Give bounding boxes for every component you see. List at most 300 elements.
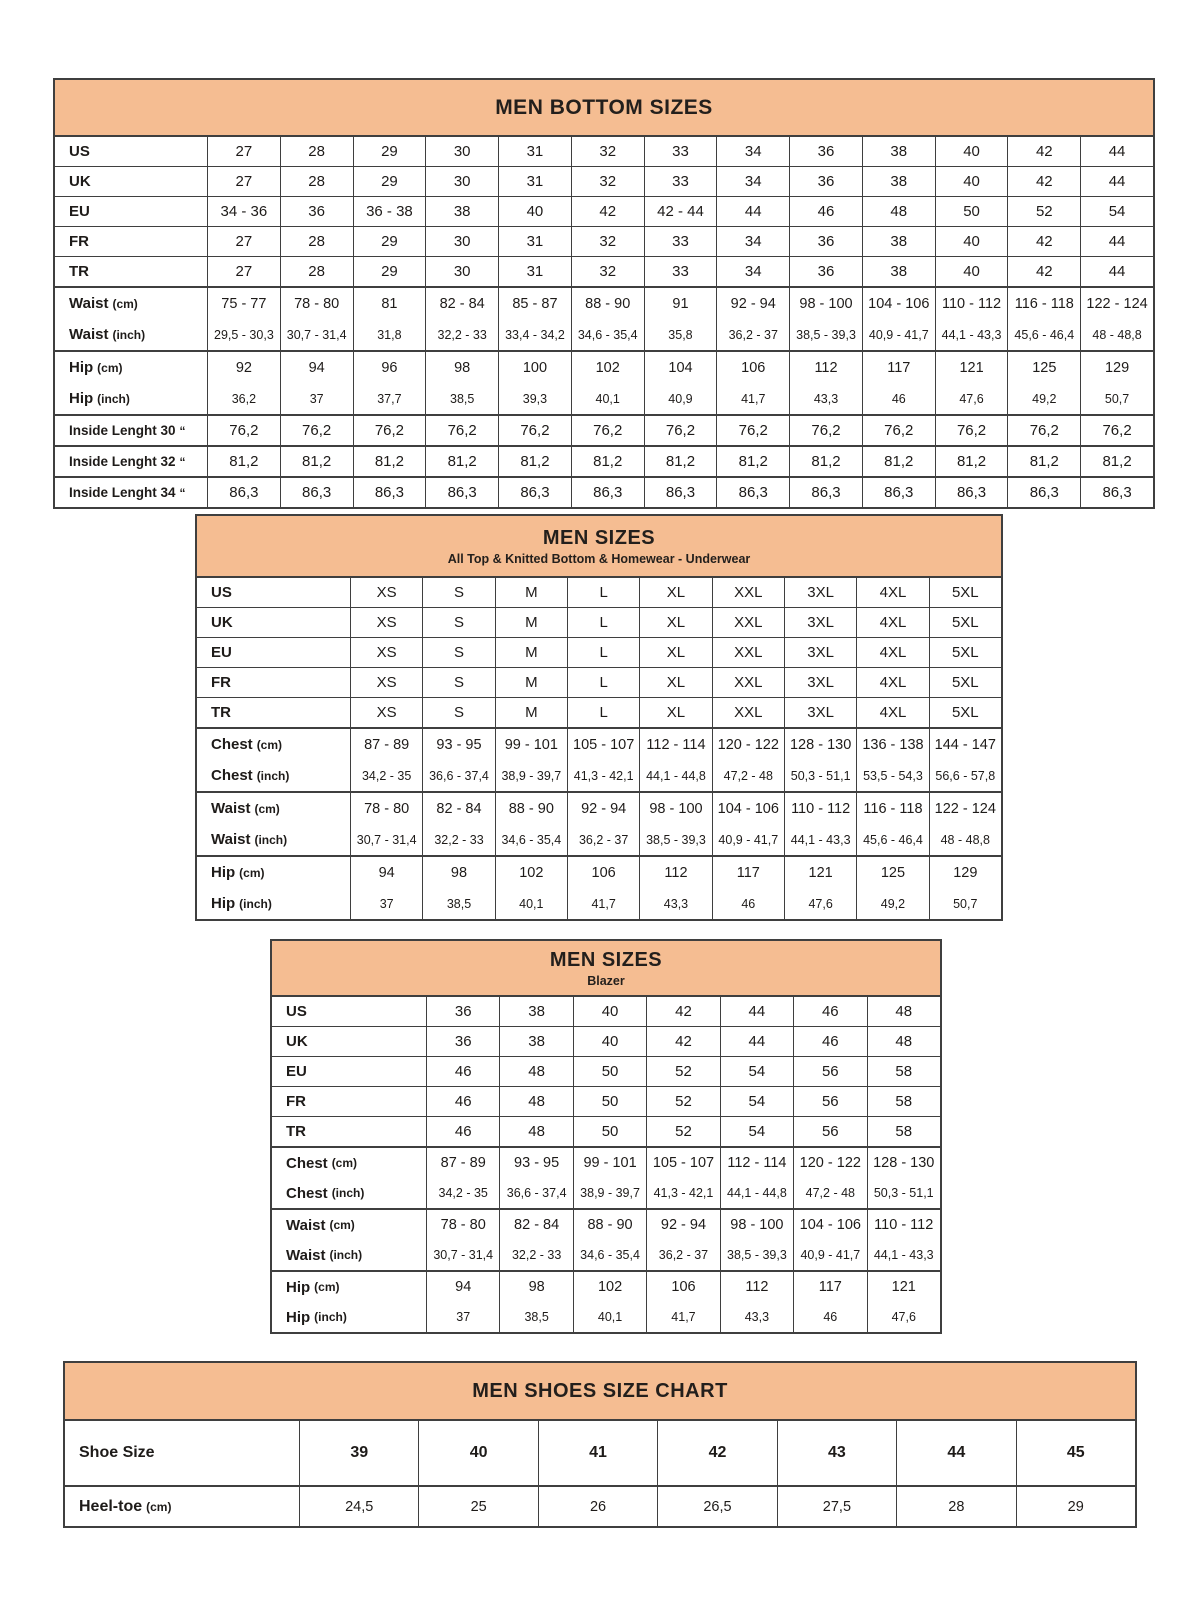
value-cell: 44 [1080, 137, 1153, 166]
row-label [197, 857, 350, 888]
row-label-text: EU [69, 203, 90, 220]
value-cell: 47,2 - 48 [793, 1178, 866, 1208]
value-cell: 43,3 [639, 888, 711, 919]
row-label-text: FR [211, 674, 231, 691]
value-cell: 44 [1080, 257, 1153, 286]
value-cell: 81,2 [789, 447, 862, 476]
table-title: MEN BOTTOM SIZES [495, 95, 713, 119]
value-cell: 98 [422, 857, 494, 888]
value-cell: 48 [867, 997, 940, 1026]
value-cell: 121 [935, 352, 1008, 383]
table-row [55, 227, 1153, 256]
value-cell: 96 [353, 352, 426, 383]
row-label-unit: (inch) [329, 1248, 363, 1262]
value-cell: S [422, 638, 494, 667]
value-cell: 49,2 [1007, 383, 1080, 414]
value-cell: 5XL [929, 668, 1001, 697]
value-cell: 42 [1007, 257, 1080, 286]
value-cell: 38 [862, 227, 935, 256]
value-cell: 38,5 - 39,3 [639, 824, 711, 855]
value-cell: L [567, 578, 639, 607]
row-group [55, 166, 1153, 196]
value-cell: 27 [207, 257, 280, 286]
value-cell: 98 [499, 1272, 572, 1302]
value-cell: S [422, 578, 494, 607]
row-group [272, 1270, 940, 1332]
value-cell: 29 [353, 257, 426, 286]
value-cell: 76,2 [498, 416, 571, 445]
row-group [65, 1421, 1135, 1485]
value-cell: 31 [498, 137, 571, 166]
value-cell: 36,2 [207, 383, 280, 414]
value-cell: 94 [350, 857, 422, 888]
value-cell: 50 [573, 1117, 646, 1146]
value-cell: 31,8 [353, 319, 426, 350]
row-label-text: UK [211, 614, 233, 631]
row-label-text: EU [286, 1063, 307, 1080]
value-cell: 144 - 147 [929, 729, 1001, 760]
value-cell: 82 - 84 [499, 1210, 572, 1240]
value-cell: 46 [793, 1027, 866, 1056]
row-label-unit: (cm) [97, 360, 123, 375]
row-label-text: Chest [211, 767, 253, 784]
value-cell: 58 [867, 1087, 940, 1116]
value-cell: 56 [793, 1087, 866, 1116]
value-cell: 106 [646, 1272, 719, 1302]
value-cell: 44 [1080, 167, 1153, 196]
value-cell: 30 [425, 137, 498, 166]
row-group [197, 727, 1001, 791]
row-label [55, 352, 207, 383]
value-cell: 98 - 100 [720, 1210, 793, 1240]
value-cell: 136 - 138 [856, 729, 928, 760]
row-label-unit: (cm) [256, 737, 283, 752]
table-row [55, 447, 1153, 476]
value-cell: 28 [280, 257, 353, 286]
row-group [197, 607, 1001, 637]
row-label [197, 668, 350, 697]
value-cell: 58 [867, 1057, 940, 1086]
row-group [272, 1116, 940, 1146]
value-cell: S [422, 698, 494, 727]
value-cell: 48 - 48,8 [929, 824, 1001, 855]
row-label [197, 760, 350, 791]
value-cell: 86,3 [207, 478, 280, 507]
row-label [197, 729, 350, 760]
value-cell: 38,5 [425, 383, 498, 414]
table-row [55, 197, 1153, 226]
value-cell: 104 - 106 [793, 1210, 866, 1240]
value-cell: 46 [712, 888, 784, 919]
table-row [197, 698, 1001, 727]
row-group [55, 256, 1153, 286]
row-group [197, 855, 1001, 919]
row-label-unit: (cm) [112, 296, 138, 311]
row-label-text: Inside Lenght 30 [69, 423, 176, 438]
table-men-bottom-sizes [53, 78, 1155, 509]
table-body [272, 997, 940, 1332]
value-cell: XS [350, 698, 422, 727]
value-cell: 29 [353, 167, 426, 196]
value-cell: 31 [498, 257, 571, 286]
value-cell: 40,1 [571, 383, 644, 414]
table-row [55, 167, 1153, 196]
value-cell: 45,6 - 46,4 [856, 824, 928, 855]
table-row [197, 638, 1001, 667]
value-cell: 34 [716, 227, 789, 256]
row-label [197, 578, 350, 607]
value-cell: 87 - 89 [426, 1148, 499, 1178]
value-cell: 106 [716, 352, 789, 383]
table-row [197, 608, 1001, 637]
value-cell: 125 [856, 857, 928, 888]
value-cell: 28 [896, 1487, 1015, 1526]
row-label-unit: (inch) [331, 1186, 365, 1200]
value-cell: 112 - 114 [639, 729, 711, 760]
value-cell: 29 [353, 137, 426, 166]
table-row [55, 137, 1153, 166]
value-cell: 104 [644, 352, 717, 383]
value-cell: 48 [862, 197, 935, 226]
value-cell: 121 [784, 857, 856, 888]
value-cell: 36 [426, 1027, 499, 1056]
value-cell: XXL [712, 578, 784, 607]
value-cell: 93 - 95 [422, 729, 494, 760]
row-label [272, 997, 426, 1026]
value-cell: 116 - 118 [856, 793, 928, 824]
value-cell: XS [350, 668, 422, 697]
row-label-unit: (inch) [112, 327, 146, 342]
value-cell: 46 [862, 383, 935, 414]
value-cell: L [567, 698, 639, 727]
value-cell: 32,2 - 33 [425, 319, 498, 350]
value-cell: 44 [716, 197, 789, 226]
row-label [55, 167, 207, 196]
table-row [197, 668, 1001, 697]
row-label-text: US [69, 143, 90, 160]
value-cell: 32,2 - 33 [499, 1240, 572, 1270]
table-row [65, 1487, 1135, 1526]
value-cell: 44,1 - 43,3 [867, 1240, 940, 1270]
value-cell: 52 [646, 1117, 719, 1146]
row-label-text: TR [211, 704, 231, 721]
value-cell: 36,2 - 37 [716, 319, 789, 350]
value-cell: 36 [426, 997, 499, 1026]
value-cell: 30,7 - 31,4 [280, 319, 353, 350]
value-cell: 58 [867, 1117, 940, 1146]
value-cell: 29,5 - 30,3 [207, 319, 280, 350]
row-label-unit: (inch) [256, 768, 290, 783]
row-group [197, 637, 1001, 667]
row-label-text: US [286, 1003, 307, 1020]
value-cell: 110 - 112 [867, 1210, 940, 1240]
value-cell: 110 - 112 [935, 288, 1008, 319]
value-cell: 56,6 - 57,8 [929, 760, 1001, 791]
value-cell: 33 [644, 227, 717, 256]
value-cell: 27 [207, 137, 280, 166]
value-cell: XL [639, 698, 711, 727]
value-cell: 54 [1080, 197, 1153, 226]
row-label-unit: “ [179, 485, 186, 500]
row-group [272, 1086, 940, 1116]
value-cell: 28 [280, 167, 353, 196]
value-cell: 24,5 [299, 1487, 418, 1526]
row-label [55, 383, 207, 414]
value-cell: 28 [280, 227, 353, 256]
row-label [55, 257, 207, 286]
value-cell: 99 - 101 [495, 729, 567, 760]
row-label [272, 1302, 426, 1332]
value-cell: 34 [716, 137, 789, 166]
row-label-text: UK [69, 173, 91, 190]
value-cell: 120 - 122 [712, 729, 784, 760]
value-cell: 43 [777, 1421, 896, 1485]
row-label-text: Hip [286, 1308, 311, 1326]
row-group [272, 1208, 940, 1270]
row-group [55, 414, 1153, 445]
value-cell: 5XL [929, 608, 1001, 637]
value-cell: 86,3 [280, 478, 353, 507]
row-label-unit: (cm) [239, 865, 265, 880]
row-group [272, 1056, 940, 1086]
value-cell: 44 [896, 1421, 1015, 1485]
value-cell: 46 [789, 197, 862, 226]
table-row [197, 793, 1001, 824]
value-cell: 3XL [784, 578, 856, 607]
row-label [272, 1240, 426, 1270]
table-row [55, 478, 1153, 507]
value-cell: XXL [712, 698, 784, 727]
value-cell: 50,7 [1080, 383, 1153, 414]
value-cell: 102 [573, 1272, 646, 1302]
value-cell: M [495, 698, 567, 727]
value-cell: 128 - 130 [867, 1148, 940, 1178]
value-cell: 32 [571, 167, 644, 196]
row-label-unit: (cm) [331, 1156, 358, 1170]
value-cell: 86,3 [862, 478, 935, 507]
value-cell: 76,2 [935, 416, 1008, 445]
value-cell: 44 [720, 1027, 793, 1056]
row-label-unit: (cm) [254, 801, 280, 816]
row-label-text: Hip [69, 359, 94, 376]
value-cell: 46 [793, 997, 866, 1026]
row-label-text: Hip [211, 895, 236, 912]
value-cell: 40 [935, 137, 1008, 166]
row-label-text: Hip [286, 1278, 311, 1296]
value-cell: 56 [793, 1117, 866, 1146]
row-label [55, 319, 207, 350]
value-cell: 81,2 [498, 447, 571, 476]
table-row [197, 760, 1001, 791]
value-cell: 104 - 106 [862, 288, 935, 319]
value-cell: 81,2 [716, 447, 789, 476]
value-cell: XS [350, 638, 422, 667]
row-label-text: Inside Lenght 32 [69, 454, 176, 469]
value-cell: 41,3 - 42,1 [567, 760, 639, 791]
value-cell: 27 [207, 227, 280, 256]
table-row [55, 352, 1153, 383]
table-row [272, 1057, 940, 1086]
value-cell: 38,5 [499, 1302, 572, 1332]
value-cell: M [495, 578, 567, 607]
value-cell: 29 [353, 227, 426, 256]
value-cell: 40 [573, 997, 646, 1026]
row-label-unit: (inch) [97, 391, 130, 406]
table-row [272, 1210, 940, 1240]
value-cell: 44 [1080, 227, 1153, 256]
table-subtitle: Blazer [587, 973, 625, 988]
value-cell: 3XL [784, 668, 856, 697]
value-cell: 36,2 - 37 [567, 824, 639, 855]
value-cell: 92 - 94 [567, 793, 639, 824]
value-cell: 48 [867, 1027, 940, 1056]
row-label [272, 1178, 426, 1208]
value-cell: 44,1 - 44,8 [639, 760, 711, 791]
value-cell: 76,2 [862, 416, 935, 445]
value-cell: 52 [646, 1087, 719, 1116]
table-men-shoes-size-chart [63, 1361, 1137, 1528]
value-cell: 120 - 122 [793, 1148, 866, 1178]
row-label-unit: (inch) [314, 1310, 347, 1324]
table-header [55, 80, 1153, 137]
value-cell: 92 [207, 352, 280, 383]
value-cell: 34 - 36 [207, 197, 280, 226]
table-row [197, 578, 1001, 607]
row-label [55, 137, 207, 166]
value-cell: 45 [1016, 1421, 1135, 1485]
value-cell: 40 [935, 167, 1008, 196]
value-cell: 76,2 [789, 416, 862, 445]
value-cell: 47,6 [867, 1302, 940, 1332]
table-title: MEN SIZES [549, 948, 663, 971]
value-cell: 85 - 87 [498, 288, 571, 319]
value-cell: 81,2 [862, 447, 935, 476]
value-cell: 42 - 44 [644, 197, 717, 226]
value-cell: 42 [1007, 227, 1080, 256]
table-row [272, 997, 940, 1026]
row-label [55, 416, 207, 445]
value-cell: 39 [299, 1421, 418, 1485]
value-cell: 47,6 [935, 383, 1008, 414]
value-cell: 36 - 38 [353, 197, 426, 226]
value-cell: XL [639, 578, 711, 607]
value-cell: 81,2 [425, 447, 498, 476]
value-cell: 38 [862, 257, 935, 286]
row-label [55, 197, 207, 226]
value-cell: 38 [499, 1027, 572, 1056]
value-cell: 76,2 [1007, 416, 1080, 445]
row-label [55, 227, 207, 256]
row-group [55, 137, 1153, 166]
table-men-sizes-tops [195, 514, 1003, 921]
table-row [197, 729, 1001, 760]
table-row [272, 1117, 940, 1146]
value-cell: 106 [567, 857, 639, 888]
row-group [55, 445, 1153, 476]
table-body [65, 1421, 1135, 1526]
value-cell: 48 [499, 1057, 572, 1086]
value-cell: 38,5 [422, 888, 494, 919]
value-cell: 54 [720, 1087, 793, 1116]
value-cell: 42 [571, 197, 644, 226]
row-group [55, 226, 1153, 256]
table-row [197, 824, 1001, 855]
table-row [55, 288, 1153, 319]
value-cell: 82 - 84 [422, 793, 494, 824]
table-row [65, 1421, 1135, 1485]
value-cell: 54 [720, 1057, 793, 1086]
row-label [65, 1421, 299, 1485]
value-cell: 34,2 - 35 [426, 1178, 499, 1208]
value-cell: 36 [789, 227, 862, 256]
row-label-unit: (cm) [146, 1499, 172, 1514]
row-label-text: Chest [286, 1154, 328, 1172]
table-header [65, 1363, 1135, 1421]
value-cell: 78 - 80 [350, 793, 422, 824]
value-cell: XS [350, 608, 422, 637]
value-cell: 44,1 - 43,3 [935, 319, 1008, 350]
value-cell: 38 [499, 997, 572, 1026]
value-cell: 49,2 [856, 888, 928, 919]
value-cell: 38,9 - 39,7 [573, 1178, 646, 1208]
value-cell: 122 - 124 [1080, 288, 1153, 319]
value-cell: 34 [716, 167, 789, 196]
table-row [272, 1240, 940, 1270]
row-label-text: Waist [69, 295, 109, 312]
value-cell: 42 [1007, 137, 1080, 166]
value-cell: 98 - 100 [789, 288, 862, 319]
value-cell: 47,2 - 48 [712, 760, 784, 791]
value-cell: 112 [789, 352, 862, 383]
value-cell: 35,8 [644, 319, 717, 350]
value-cell: 34,2 - 35 [350, 760, 422, 791]
value-cell: XL [639, 638, 711, 667]
value-cell: 81,2 [207, 447, 280, 476]
value-cell: 86,3 [644, 478, 717, 507]
value-cell: 86,3 [571, 478, 644, 507]
row-label [65, 1487, 299, 1526]
value-cell: 76,2 [280, 416, 353, 445]
value-cell: 32 [571, 227, 644, 256]
value-cell: 34,6 - 35,4 [573, 1240, 646, 1270]
value-cell: 50,7 [929, 888, 1001, 919]
value-cell: 39,3 [498, 383, 571, 414]
table-row [272, 1272, 940, 1302]
row-label-text: TR [286, 1123, 306, 1140]
row-label-text: FR [286, 1093, 306, 1110]
value-cell: 36,2 - 37 [646, 1240, 719, 1270]
row-label [197, 793, 350, 824]
value-cell: 40,9 - 41,7 [793, 1240, 866, 1270]
value-cell: 98 [425, 352, 498, 383]
value-cell: 41,7 [716, 383, 789, 414]
value-cell: 86,3 [789, 478, 862, 507]
value-cell: XXL [712, 638, 784, 667]
value-cell: 43,3 [720, 1302, 793, 1332]
value-cell: 33 [644, 137, 717, 166]
value-cell: 37 [350, 888, 422, 919]
value-cell: 3XL [784, 638, 856, 667]
table-row [272, 1178, 940, 1208]
value-cell: 50,3 - 51,1 [867, 1178, 940, 1208]
row-label-text: EU [211, 644, 232, 661]
table-row [197, 857, 1001, 888]
value-cell: 4XL [856, 668, 928, 697]
row-label [55, 478, 207, 507]
value-cell: 37,7 [353, 383, 426, 414]
value-cell: 81,2 [353, 447, 426, 476]
value-cell: 3XL [784, 608, 856, 637]
